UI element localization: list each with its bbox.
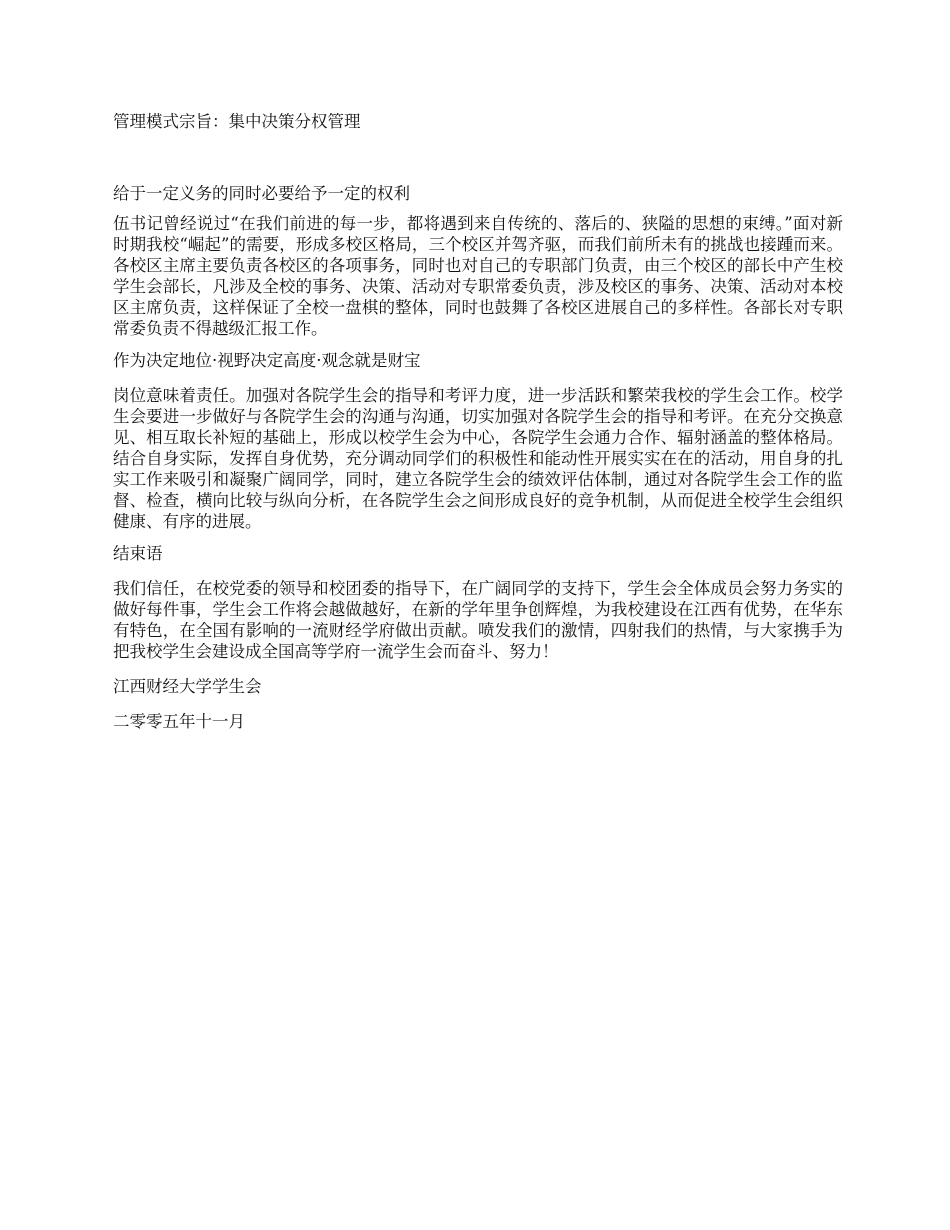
section-body-rights: 伍书记曾经说过“在我们前进的每一步，都将遇到来自传统的、落后的、狭隘的思想的束缚。”面对新时期我校“崛起”的需要，形成多校区格局，三个校区并驾齐驱，而我们前所未有的挑战也接踵而来。各校区主席主要负责各校区的各项事务，同时也对自己的专职部门负责，由三个校区的部长中产生校学生会部长，凡涉及全校的事务、决策、活动对专职常委负责，涉及校区的事务、决策、活动对本校区主席负责，这样保证了全校一盘棋的整体，同时也鼓舞了各校区进展自己的多样性。各部长对专职常委负责不得越级汇报工作。	[113, 214, 843, 338]
document-date: 二零零五年十一月	[113, 712, 245, 731]
document-page	[113, 111, 843, 732]
section-body-conclusion: 我们信任，在校党委的领导和校团委的指导下，在广阔同学的支持下，学生会全体成员会努力务实的做好每件事，学生会工作将会越做越好，在新的学年里争创辉煌，为我校建设在江西有优势，在华东有特色，在全国有影响的一流财经学府做出贡献。喷发我们的激情，四射我们的热情，与大家携手为把我校学生会建设成全国高等学府一流学生会而奋斗、努力！	[113, 579, 843, 661]
signature-organization: 江西财经大学学生会	[113, 677, 262, 696]
section-heading-position: 作为决定地位·视野决定高度·观念就是财宝	[113, 351, 421, 370]
section-heading-conclusion: 结束语	[113, 544, 163, 563]
section-body-position: 岗位意味着责任。加强对各院学生会的指导和考评力度，进一步活跃和繁荣我校的学生会工作。校学生会要进一步做好与各院学生会的沟通与沟通，切实加强对各院学生会的指导和考评。在充分交换意见、相互取长补短的基础上，形成以校学生会为中心，各院学生会通力合作、辐射涵盖的整体格局。结合自身实际，发挥自身优势，充分调动同学们的积极性和能动性开展实实在在的活动，用自身的扎实工作来吸引和凝聚广阔同学，同时，建立各院学生会的绩效评估体制，通过对各院学生会工作的监督、检查，横向比较与纵向分析，在各院学生会之间形成良好的竞争机制，从而促进全校学生会组织健康、有序的进展。	[113, 386, 843, 531]
section-heading-rights: 给于一定义务的同时必要给予一定的权利	[113, 184, 410, 203]
document-title: 管理模式宗旨：集中决策分权管理	[113, 112, 361, 131]
